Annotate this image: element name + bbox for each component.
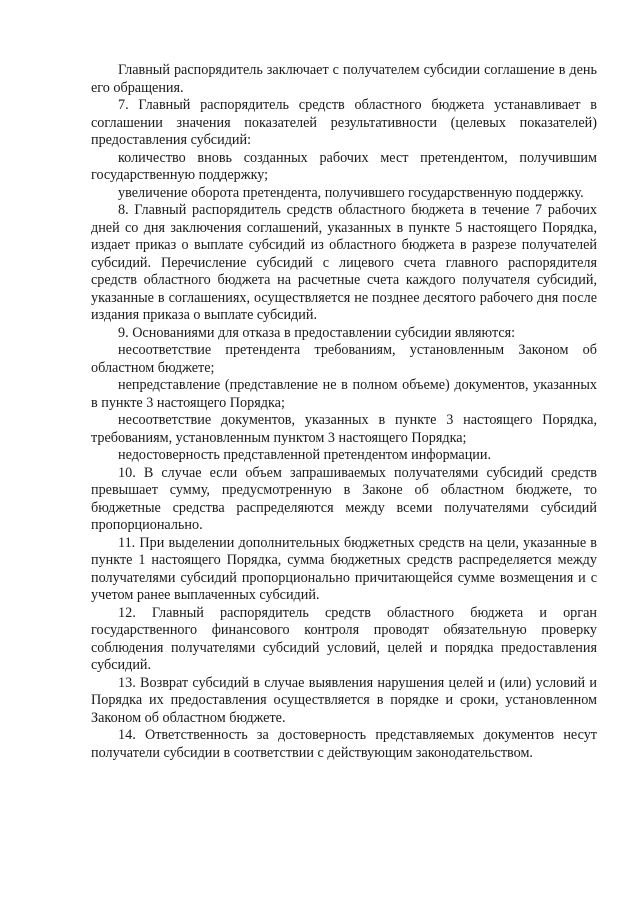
paragraph-9-item-requirements: несоответствие претендента требованиям, установленным Законом об областном бюджете; xyxy=(91,342,597,376)
paragraph-10: 10. В случае если объем запрашиваемых получателями субсидий средств превышает сумму, предусмотренную в Законе об областном бюджете, то бюджетные средства распределяются между всеми получателями субсидий пропорционально. xyxy=(91,464,597,533)
document-page xyxy=(91,62,597,762)
paragraph-7-item-jobs: количество вновь созданных рабочих мест претендентом, получившим государственную поддержку; xyxy=(91,149,597,183)
paragraph-12: 12. Главный распорядитель средств областного бюджета и орган государственного финансового контроля проводят обязательную проверку соблюдения получателями субсидий условий, целей и порядка предоставления субсидий. xyxy=(91,604,597,673)
paragraph-11: 11. При выделении дополнительных бюджетных средств на цели, указанные в пункте 1 настоящего Порядка, сумма бюджетных средств распределяется между получателями субсидий пропорционально причитающейся сумме возмещения и с учетом ранее выплаченных субсидий. xyxy=(91,534,597,603)
paragraph-14: 14. Ответственность за достоверность представляемых документов несут получатели субсидии в соответствии с действующим законодательством. xyxy=(91,727,597,761)
paragraph-8: 8. Главный распорядитель средств областного бюджета в течение 7 рабочих дней со дня заключения соглашений, указанных в пункте 5 настоящего Порядка, издает приказ о выплате субсидий из областного бюджета в разрезе получателей субсидий. Перечисление субсидий с лицевого счета главного распорядителя средств областного бюджета на расчетные счета каждого получателя субсидий, указанные в соглашениях, осуществляется не позднее десятого рабочего дня после издания приказа о выплате субсидий. xyxy=(91,202,597,323)
paragraph-7-item-turnover: увеличение оборота претендента, получившего государственную поддержку. xyxy=(118,184,584,201)
paragraph-9-item-nonsubmission: непредставление (представление не в полном объеме) документов, указанных в пункте 3 настоящего Порядка; xyxy=(91,377,597,411)
paragraph-9-item-falsity: недостоверность представленной претендентом информации. xyxy=(118,447,492,463)
paragraph-13: 13. Возврат субсидий в случае выявления нарушения целей и (или) условий и Порядка их предоставления осуществляется в порядке и сроки, установленном Законом об областном бюджете. xyxy=(91,674,597,726)
paragraph-9-item-mismatch: несоответствие документов, указанных в пункте 3 настоящего Порядка, требованиям, установленным пунктом 3 настоящего Порядка; xyxy=(91,412,597,446)
paragraph-agreement-day: Главный распорядитель заключает с получателем субсидии соглашение в день его обращения. xyxy=(91,62,597,96)
paragraph-9: 9. Основаниями для отказа в предоставлении субсидии являются: xyxy=(118,324,516,341)
paragraph-7: 7. Главный распорядитель средств областного бюджета устанавливает в соглашении значения показателей результативности (целевых показателей) предоставления субсидий: xyxy=(91,97,597,148)
